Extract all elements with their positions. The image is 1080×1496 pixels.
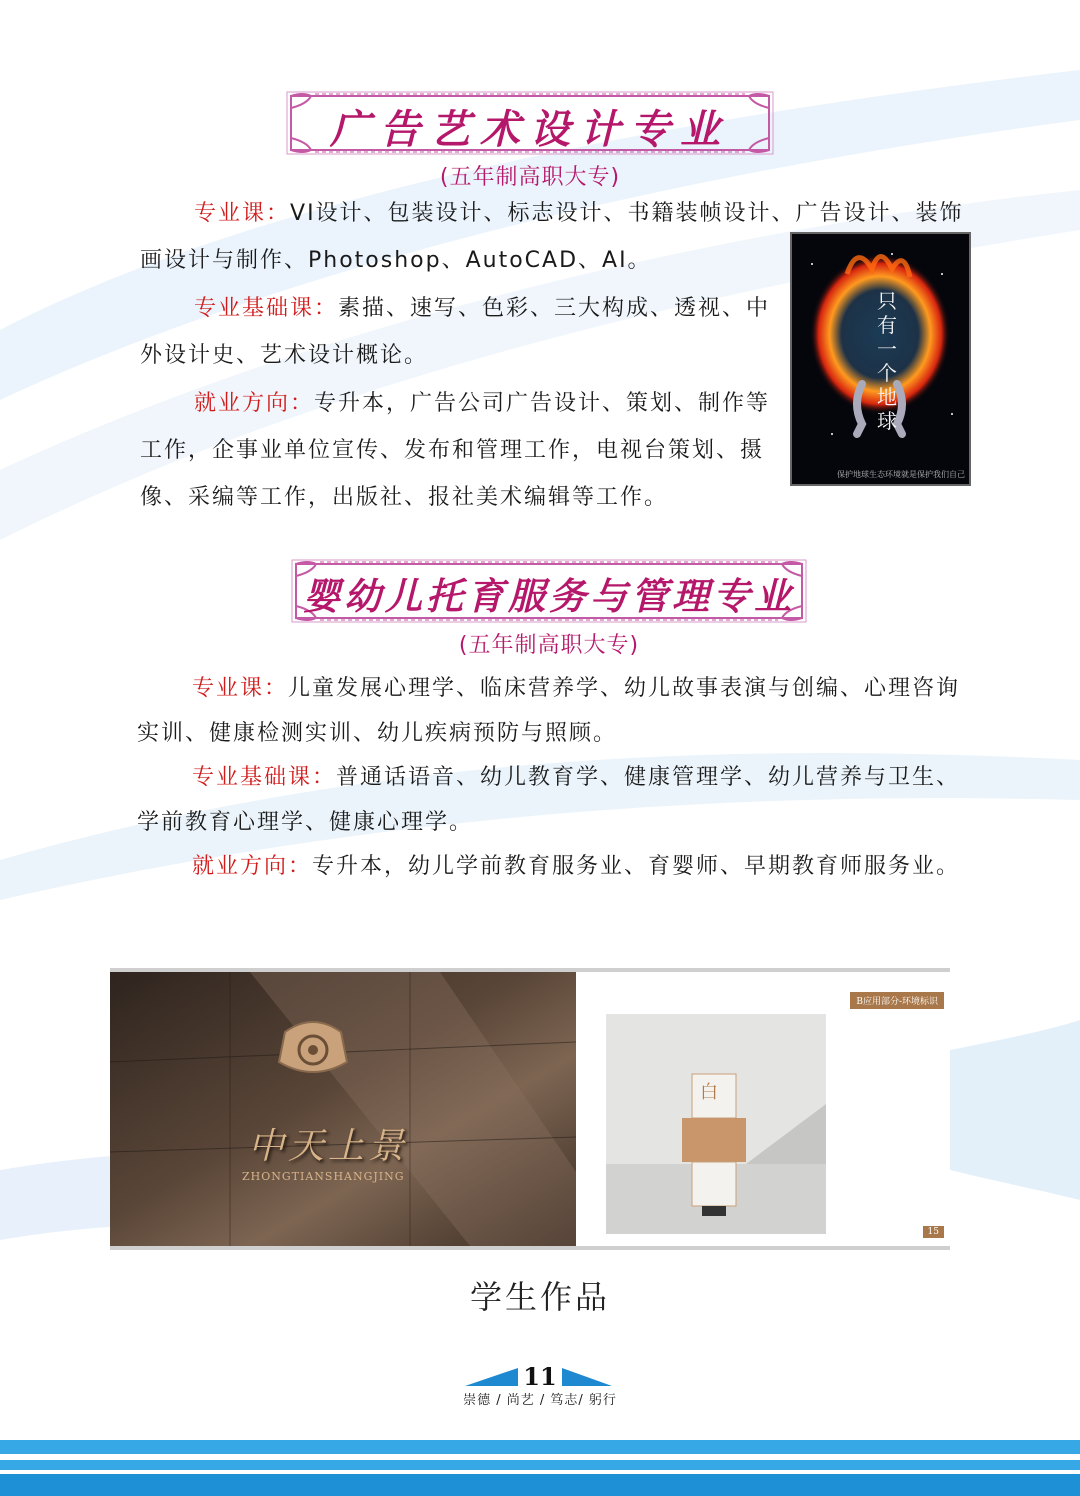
career-text: 专升本，广告公司广告设计、策划、制作等工作，企事业单位宣传、发布和管理工作，电视台策划、摄像、采编等工作，出版社、报社美术编辑等工作。: [140, 391, 771, 510]
section2-title: 婴幼儿托育服务与管理专业: [303, 574, 795, 618]
basic-label: 专业基础课：: [192, 765, 337, 790]
courses-text: 儿童发展心理学、临床营养学、幼儿故事表演与创编、心理咨询实训、健康检测实训、幼儿疾病预防与照顾。: [137, 676, 961, 746]
career-text: 专升本，幼儿学前教育服务业、育婴师、早期教育师服务业。: [312, 854, 961, 879]
wall-icon: [110, 972, 576, 1246]
section2-basic: [137, 755, 967, 845]
poster-caption: 保护地球生态环境就是保护我们自己: [837, 470, 965, 479]
panel-heading: B应用部分-环境标识: [850, 992, 944, 1009]
basic-text: 普通话语音、幼儿教育学、健康管理学、幼儿营养与卫生、学前教育心理学、健康心理学。: [137, 765, 961, 835]
works-caption: 学生作品: [469, 1278, 610, 1316]
courses-label: 专业课：: [192, 676, 289, 701]
section2-title-banner: [290, 558, 808, 624]
logo-en: ZHONGTIANSHANGJING: [242, 1170, 405, 1183]
section1-subtitle: (五年制高职大专): [439, 165, 621, 190]
footer-motto: 崇德 / 尚艺 / 笃志/ 躬行: [463, 1393, 617, 1408]
section1-career: [140, 380, 788, 521]
section2-subtitle: (五年制高职大专): [458, 633, 640, 658]
courses-label: 专业课：: [194, 201, 291, 226]
logo-cn: 中天上景: [248, 1126, 409, 1167]
poster-char: 只: [877, 289, 897, 313]
section1-basic: [140, 285, 788, 379]
page-number: 11: [523, 1362, 557, 1391]
sign-char: 白: [700, 1082, 718, 1103]
section1-title: 广告艺术设计专业: [330, 106, 730, 153]
signage-mockup-icon: [606, 1014, 826, 1234]
footer-stripes: [0, 1440, 1080, 1496]
panel-page-number: 15: [923, 1226, 944, 1238]
career-label: 就业方向：: [194, 391, 315, 416]
poster-char: 一: [877, 337, 897, 361]
logo-wall-mockup: [110, 972, 576, 1246]
basic-text: 素描、速写、色彩、三大构成、透视、中外设计史、艺术设计概论。: [140, 296, 771, 368]
section2-career: [137, 844, 967, 889]
poster-char: 有: [877, 313, 897, 337]
poster-char: 个: [877, 361, 897, 385]
poster-char: 地: [877, 385, 897, 409]
section1-title-banner: [285, 90, 775, 156]
basic-label: 专业基础课：: [194, 296, 339, 321]
section2-courses: [137, 666, 967, 756]
student-works-image: [110, 968, 950, 1250]
signage-panel: [576, 972, 950, 1246]
earth-poster-image: [790, 232, 971, 486]
courses-text: VI设计、包装设计、标志设计、书籍装帧设计、广告设计、装饰画设计与制作、Photoshop、AutoCAD、AI。: [140, 201, 964, 273]
poster-char: 球: [877, 409, 897, 433]
poster-text: [847, 289, 927, 433]
career-label: 就业方向：: [192, 854, 313, 879]
